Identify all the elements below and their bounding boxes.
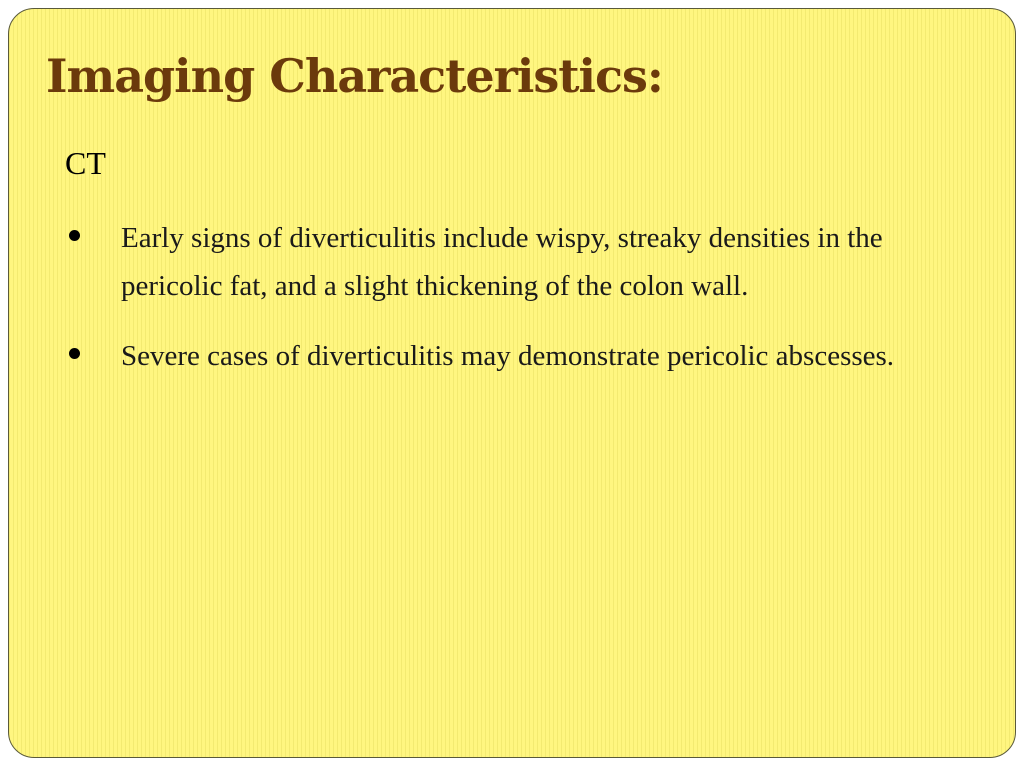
bullet-item bbox=[65, 332, 965, 380]
slide bbox=[8, 8, 1016, 758]
bullet-dot-icon bbox=[69, 230, 80, 241]
bullet-text: Severe cases of diverticulitis may demonstrate pericolic abscesses. bbox=[121, 340, 895, 372]
section-label: CT bbox=[65, 145, 106, 181]
bullet-list bbox=[65, 214, 965, 402]
bullet-item bbox=[65, 214, 965, 310]
bullet-dot-icon bbox=[69, 348, 80, 359]
bullet-text: Early signs of diverticulitis include wispy, streaky densities in the pericolic fat, and a slight thickening of the colon wall. bbox=[121, 222, 883, 302]
slide-title: Imaging Characteristics: bbox=[46, 49, 663, 103]
